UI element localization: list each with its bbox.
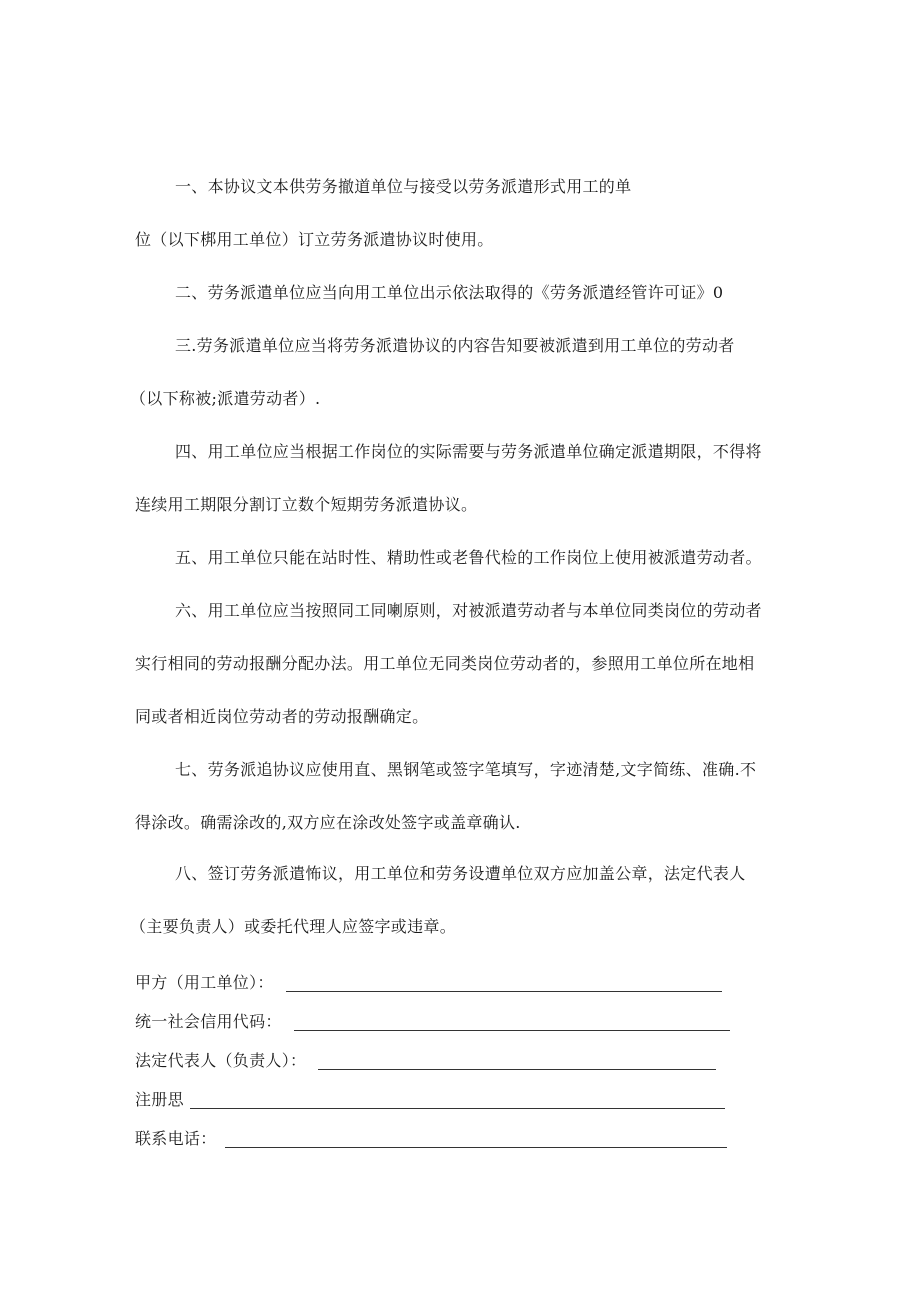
clause-5-line-1: 五、用工单位只能在站时性、精助性或老鲁代检的工作岗位上使用被派遣劳动者。 xyxy=(175,548,762,567)
clause-2-line-1: 二、劳务派遣单位应当向用工单位出示依法取得的《劳务派遣经管许可证》0 xyxy=(175,283,724,302)
party-a-input-line[interactable] xyxy=(286,975,722,992)
clause-3-line-1: 三.劳务派遣单位应当将劳务派遣协议的内容告知要被派遣到用工单位的劳动者 xyxy=(175,336,735,355)
registered-address-field xyxy=(135,1089,725,1111)
clause-1-line-1: 一、本协议文本供劳务撤道单位与接受以劳务派遣形式用工的单 xyxy=(175,177,632,196)
registered-address-label: 注册思 xyxy=(135,1090,184,1109)
party-a-field xyxy=(135,972,722,994)
clause-4-line-1: 四、用工单位应当根据工作岗位的实际需要与劳务派遣单位确定派遣期限，不得将 xyxy=(175,442,762,461)
phone-label: 联系电话： xyxy=(135,1129,217,1148)
party-a-label: 甲方（用工单位）： xyxy=(135,973,274,992)
clause-8-line-1: 八、签订劳务派遣怖议，用工单位和劳务设遭单位双方应加盖公章，法定代表人 xyxy=(175,864,746,883)
legal-rep-input-line[interactable] xyxy=(318,1053,716,1070)
clause-4-line-2: 连续用工期限分割订立数个短期劳务派遣协议。 xyxy=(135,495,478,514)
clause-3-line-2: （以下称被;派遣劳动者）. xyxy=(130,389,321,408)
clause-6-line-3: 同或者相近岗位劳动者的劳动报酬确定。 xyxy=(135,707,429,726)
clause-7-line-2: 得涂改。确需涂改的,双方应在涂改处签字或盖章确认. xyxy=(135,813,521,832)
credit-code-label: 统一社会信用代码： xyxy=(135,1012,282,1031)
phone-input-line[interactable] xyxy=(225,1131,727,1148)
phone-field xyxy=(135,1128,727,1150)
clause-6-line-2: 实行相同的劳动报酬分配办法。用工单位无同类岗位劳动者的，参照用工单位所在地相 xyxy=(135,654,755,673)
clause-7-line-1: 七、劳务派追协议应使用直、黑钢笔或签字笔填写，字迹清楚,文字简练、准确.不 xyxy=(175,760,757,779)
clause-1-line-2: 位（以下梆用工单位）订立劳务派遣协议时使用。 xyxy=(135,230,494,249)
credit-code-input-line[interactable] xyxy=(294,1014,730,1031)
registered-address-input-line[interactable] xyxy=(190,1092,725,1109)
credit-code-field xyxy=(135,1011,730,1033)
legal-rep-field xyxy=(135,1050,716,1072)
legal-rep-label: 法定代表人（负责人）： xyxy=(135,1051,307,1070)
clause-6-line-1: 六、用工单位应当按照同工同喇原则，对被派遣劳动者与本单位同类岗位的劳动者 xyxy=(175,601,762,620)
clause-8-line-2: （主要负责人）或委托代理人应签字或违章。 xyxy=(130,917,457,936)
